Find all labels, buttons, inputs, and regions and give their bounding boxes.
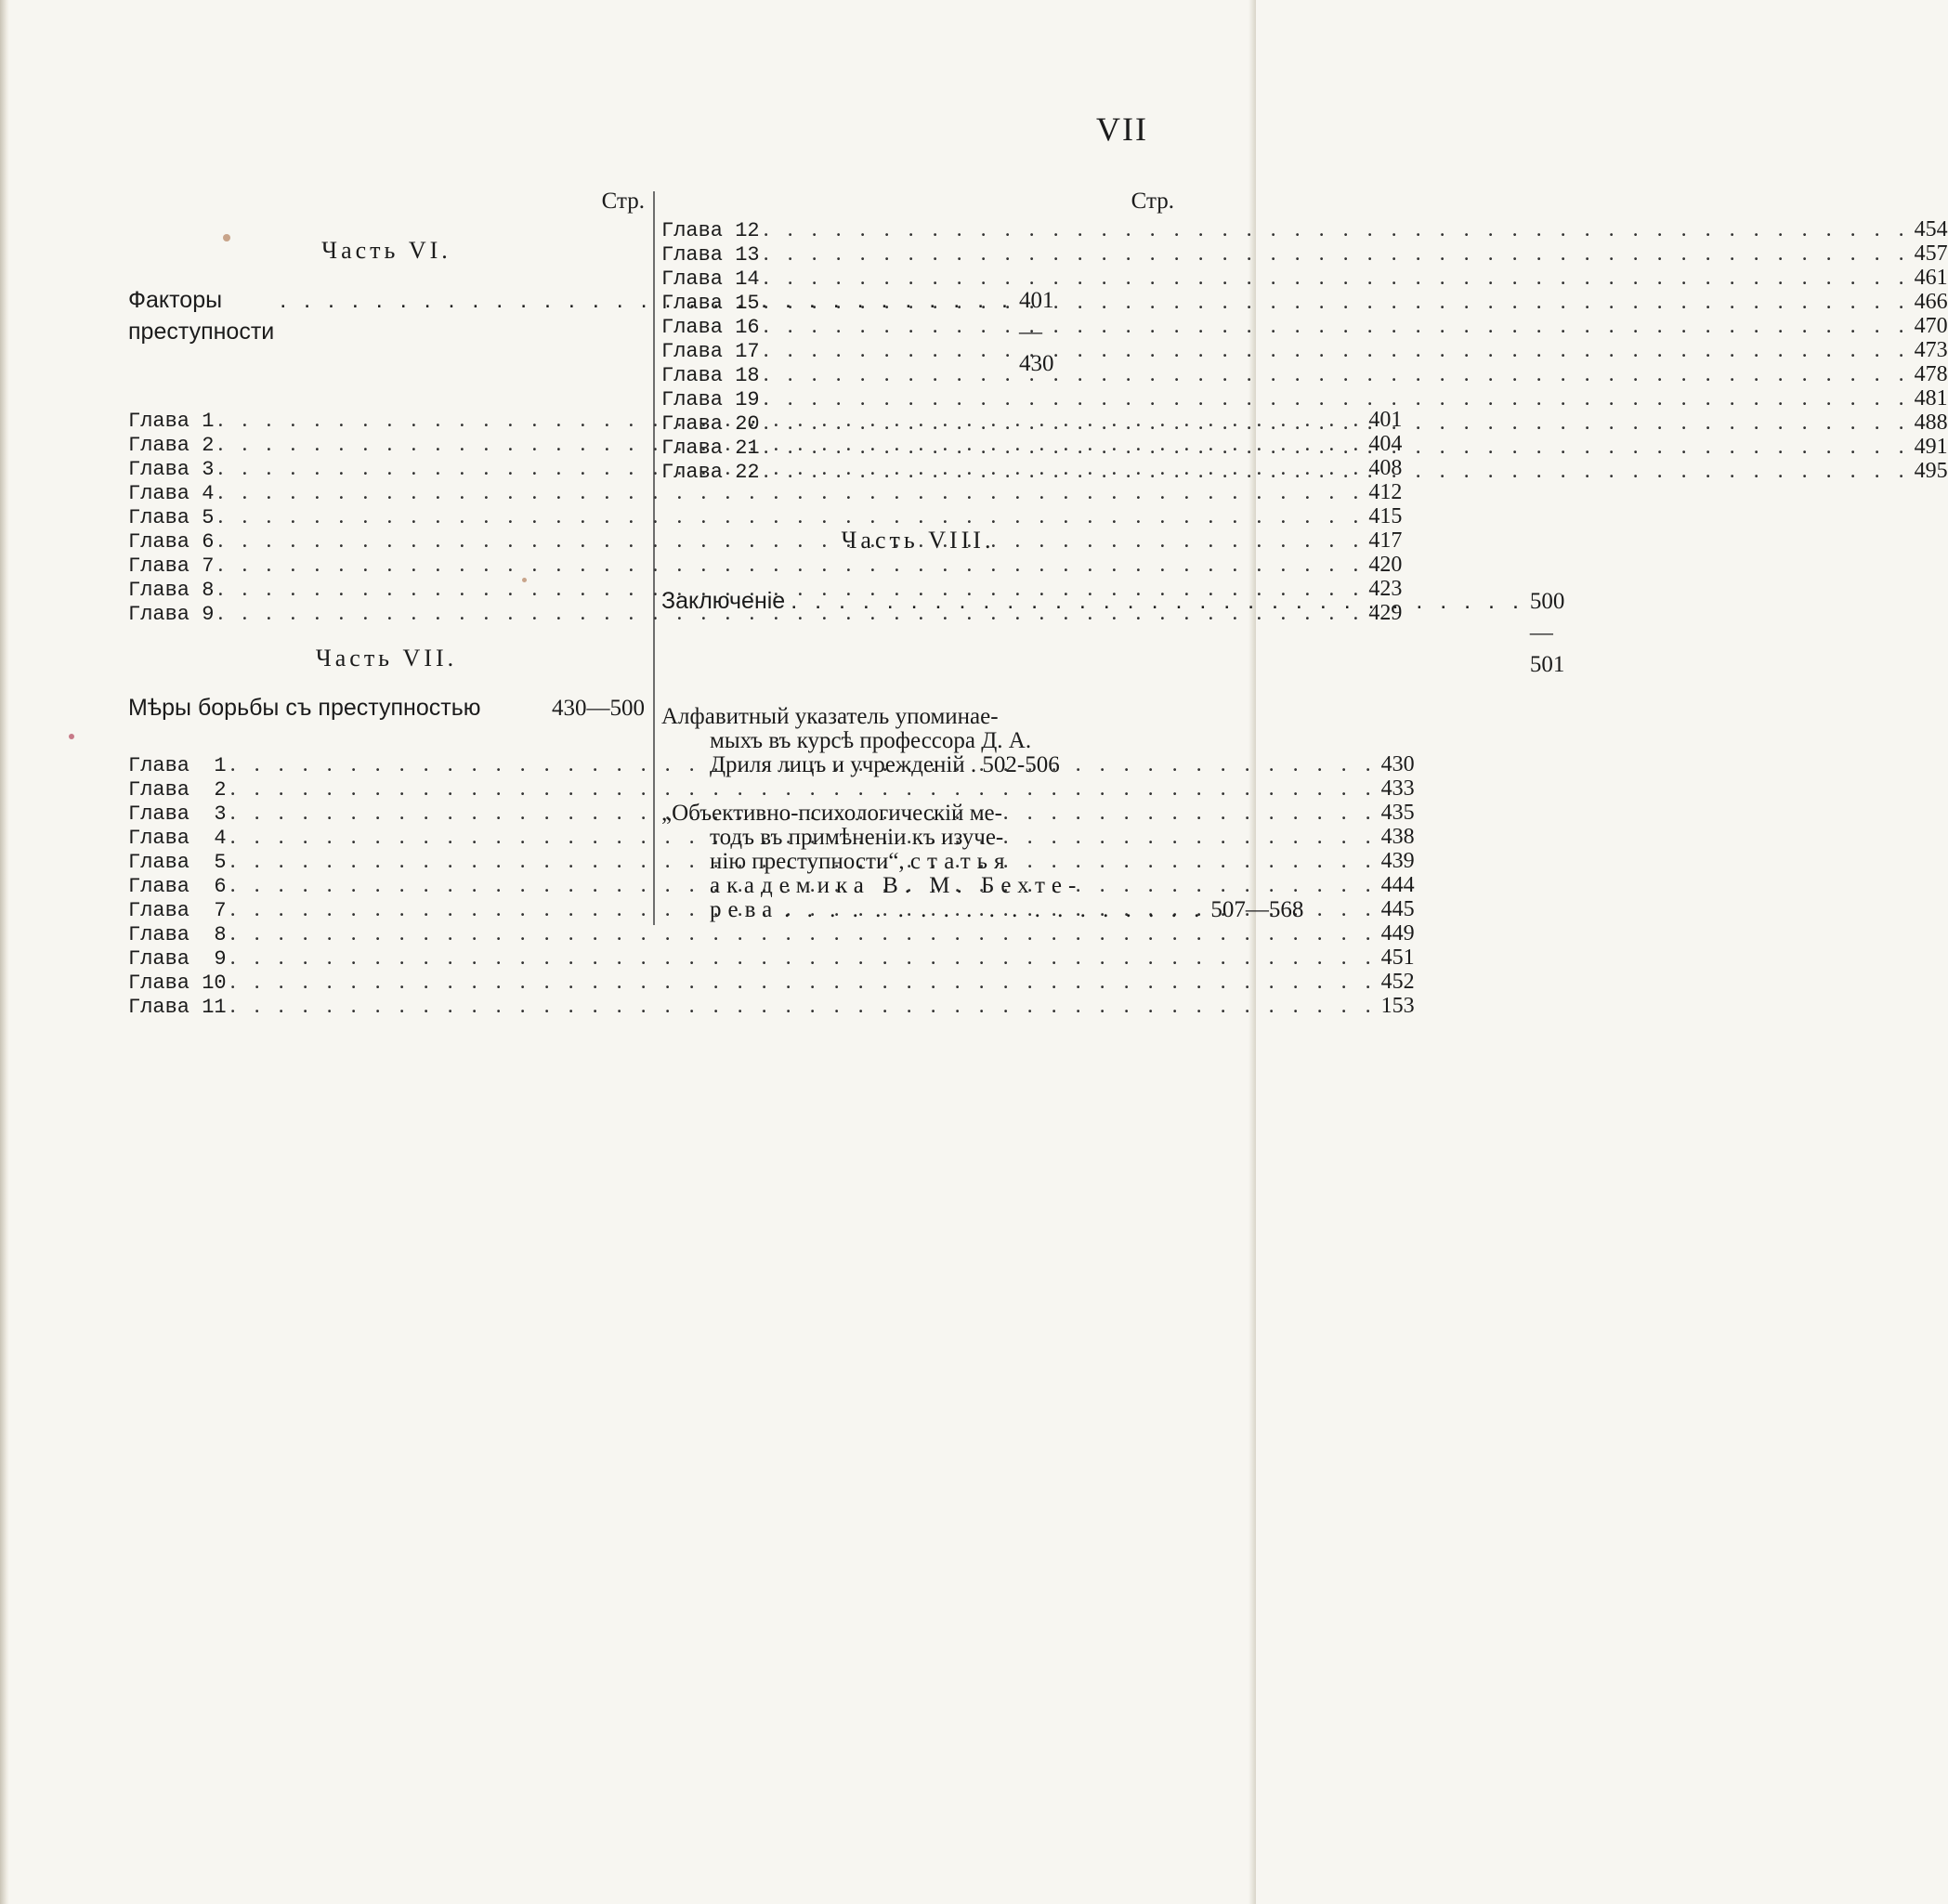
leader-dots	[227, 994, 1381, 1018]
leader-dots	[785, 585, 1530, 617]
chapter-label: Глава 5	[128, 506, 215, 529]
leader-dots	[760, 241, 1915, 266]
chapter-label: Глава 18	[661, 364, 760, 387]
chapter-page: 429	[1368, 601, 1403, 625]
article-line-text: рева	[710, 897, 779, 922]
chapter-page: 415	[1368, 504, 1403, 528]
chapter-entry	[128, 970, 1415, 995]
section-pages: 430—500	[552, 696, 645, 721]
chapter-entry	[661, 386, 1948, 411]
chapter-label: Глава 2	[128, 778, 227, 802]
article-line: „Объективно-психологическій ме-	[661, 801, 1002, 826]
chapter-entry	[128, 776, 1415, 802]
leader-dots	[760, 411, 1915, 435]
paper-speck	[522, 578, 527, 582]
section-title: Мѣры борьбы съ преступностью	[128, 695, 481, 721]
chapter-label: Глава 22	[661, 461, 760, 484]
chapter-entry	[661, 338, 1948, 363]
chapter-page: 481	[1914, 386, 1948, 411]
leader-dots	[760, 362, 1915, 386]
chapter-entry	[128, 504, 1403, 529]
chapter-label: Глава 2	[128, 434, 215, 457]
chapter-page: 470	[1914, 314, 1948, 338]
part-7-section	[128, 692, 645, 724]
chapter-label: Глава 3	[128, 458, 215, 481]
chapter-label: Глава 9	[128, 947, 227, 971]
leader-dots	[227, 970, 1381, 994]
chapter-label: Глава 3	[128, 802, 227, 826]
article-line-text: нію преступности“,	[710, 849, 905, 874]
leader-dots	[760, 435, 1915, 459]
chapter-page: 491	[1914, 435, 1948, 459]
chapter-entry	[661, 290, 1948, 315]
chapter-page: 488	[1914, 411, 1948, 435]
chapter-page: 454	[1914, 217, 1948, 241]
chapter-page: 417	[1368, 528, 1403, 553]
chapter-page: 412	[1368, 480, 1403, 504]
article-line: академика В. М. Бехте-	[710, 873, 1083, 898]
chapter-page: 153	[1380, 994, 1415, 1018]
chapter-page: 423	[1368, 577, 1403, 601]
article-line	[661, 850, 1174, 874]
chapter-page: 473	[1914, 338, 1948, 362]
chapter-page: 438	[1380, 825, 1415, 849]
index-line: Алфавитный указатель упоминае-	[661, 704, 999, 729]
chapter-entry	[661, 266, 1948, 291]
index-line	[661, 753, 1174, 777]
chapter-page: 452	[1380, 970, 1415, 994]
page-edge-left	[0, 0, 9, 1904]
chapter-page: 445	[1380, 897, 1415, 921]
leader-dots	[227, 921, 1381, 945]
article-line	[661, 897, 1304, 922]
page-column-label: Стр.	[1131, 189, 1174, 214]
index-pages: 502-506	[982, 752, 1060, 777]
chapter-label: Глава 7	[128, 554, 215, 578]
chapter-entry	[661, 241, 1948, 267]
chapter-page: 461	[1914, 266, 1948, 290]
chapter-page: 444	[1380, 873, 1415, 897]
section-title: Факторы преступности	[128, 287, 275, 345]
chapter-page: 435	[1380, 801, 1415, 825]
chapter-label: Глава 11	[128, 996, 227, 1019]
chapter-page: 466	[1914, 290, 1948, 314]
chapter-page: 433	[1380, 776, 1415, 801]
chapter-label: Глава 1	[128, 754, 227, 777]
leader-dots	[760, 290, 1915, 314]
chapter-entry	[128, 921, 1415, 946]
chapter-page: 451	[1380, 945, 1415, 970]
chapter-page: 495	[1914, 459, 1948, 483]
index-line: мыхъ въ курсѣ профессора Д. А.	[710, 728, 1032, 753]
chapter-label: Глава 9	[128, 603, 215, 626]
chapter-page: 449	[1380, 921, 1415, 945]
article-entry	[661, 801, 1304, 922]
chapter-page: 430	[1380, 752, 1415, 776]
section-pages: 401—430	[1018, 288, 1054, 376]
chapter-label: Глава 7	[128, 899, 227, 922]
chapter-label: Глава 13	[661, 243, 760, 267]
chapter-label: Глава 19	[661, 388, 760, 411]
chapter-label: Глава 8	[128, 923, 227, 946]
leader-dots	[760, 338, 1915, 362]
chapter-page: 478	[1914, 362, 1948, 386]
part-6-heading: Часть VI.	[321, 237, 451, 264]
article-line: тодъ въ примѣненіи къ изуче-	[710, 825, 1004, 850]
part-7-heading: Часть VII.	[315, 645, 458, 672]
chapter-label: Глава 15	[661, 292, 760, 315]
index-entry	[661, 705, 1174, 777]
chapter-entry	[661, 362, 1948, 387]
chapter-label: Глава 10	[128, 972, 227, 995]
chapter-entry	[661, 314, 1948, 339]
leader-dots	[227, 945, 1381, 970]
chapter-entry	[128, 553, 1403, 578]
article-line-text: статья	[909, 849, 1012, 874]
chapter-label: Глава 20	[661, 412, 760, 436]
section-pages: 500—501	[1529, 589, 1565, 677]
chapter-page: 439	[1380, 849, 1415, 873]
chapter-label: Глава 5	[128, 851, 227, 874]
chapter-page: 457	[1914, 241, 1948, 266]
chapter-page: 401	[1368, 408, 1403, 432]
leader-dots	[760, 459, 1915, 483]
part-8-heading: Часть VIII.	[841, 527, 995, 554]
leader-dots	[760, 217, 1915, 241]
chapter-label: Глава 4	[128, 827, 227, 850]
paper-speck	[223, 234, 230, 241]
index-line-text: Дриля лицъ и учрежденій .	[710, 752, 977, 777]
page-number: VII	[1096, 111, 1148, 148]
chapter-label: Глава 21	[661, 437, 760, 460]
chapter-entry	[661, 217, 1948, 242]
paper-speck	[69, 734, 74, 739]
chapter-label: Глава 1	[128, 410, 215, 433]
chapter-label: Глава 16	[661, 316, 760, 339]
chapter-label: Глава 14	[661, 267, 760, 291]
chapter-page: 420	[1368, 553, 1403, 577]
leader-dots: . . . . . . . . . . . . . . . . . . .	[784, 897, 1206, 922]
chapter-entry	[128, 994, 1415, 1019]
section-title: Заключеніе	[661, 588, 786, 614]
chapter-label: Глава 17	[661, 340, 760, 363]
chapter-entry	[128, 945, 1415, 971]
chapter-label: Глава 6	[128, 530, 215, 554]
leader-dots	[760, 266, 1915, 290]
article-pages: 507—568	[1210, 897, 1304, 922]
chapter-label: Глава 6	[128, 875, 227, 898]
leader-dots	[760, 386, 1915, 411]
chapter-label: Глава 8	[128, 579, 215, 602]
chapter-page: 404	[1368, 432, 1403, 456]
chapter-label: Глава 12	[661, 219, 760, 242]
leader-dots	[760, 314, 1915, 338]
chapter-label: Глава 4	[128, 482, 215, 505]
chapter-page: 408	[1368, 456, 1403, 480]
chapter-entry	[128, 480, 1403, 505]
page-column-label: Стр.	[601, 189, 645, 214]
